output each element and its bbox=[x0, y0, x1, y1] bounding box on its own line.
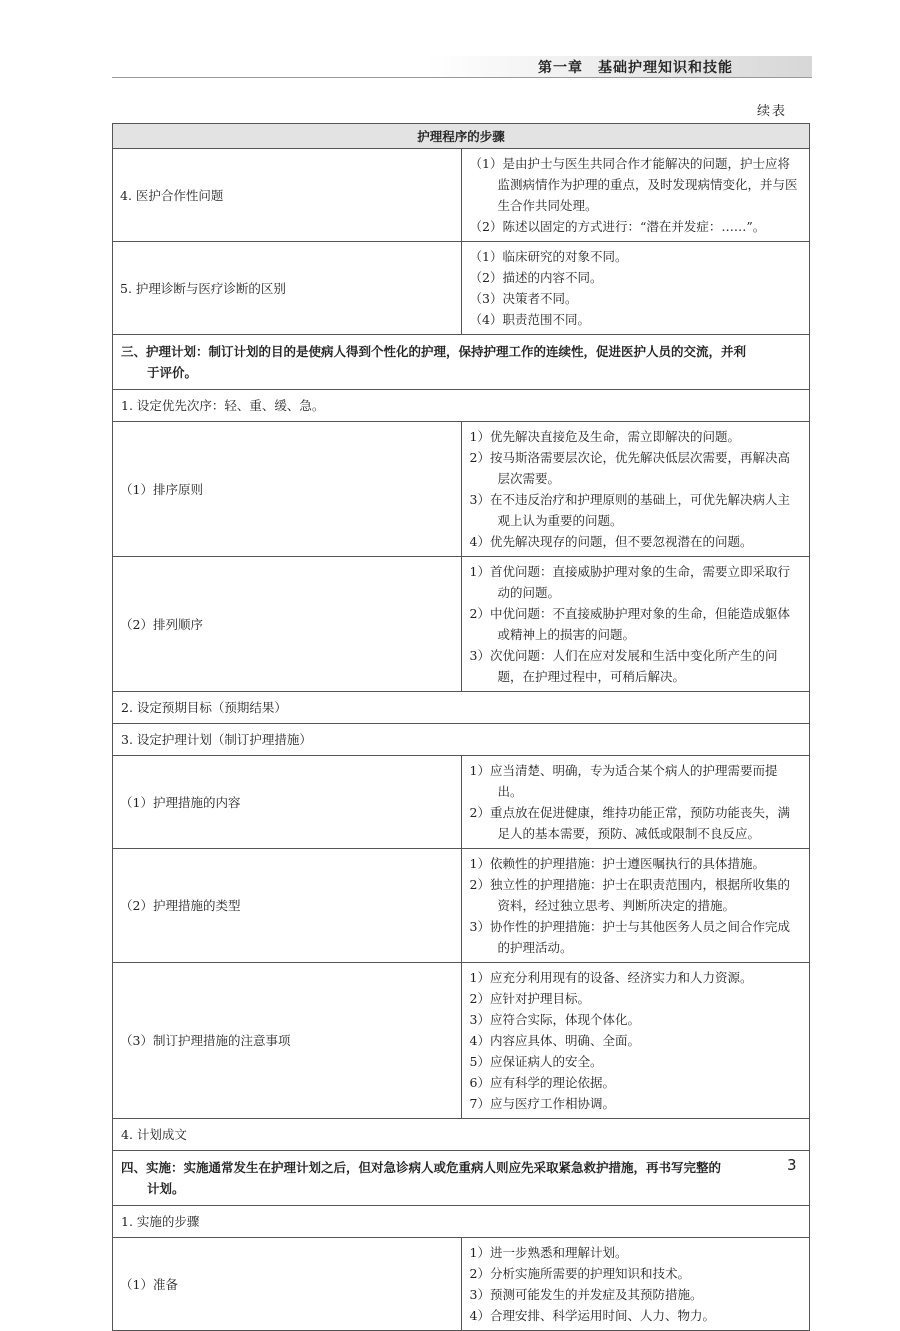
list-item: 1）首优问题：直接威胁护理对象的生命，需要立即采取行动的问题。 bbox=[469, 564, 790, 600]
row-label: （1）护理措施的内容 bbox=[113, 756, 462, 849]
subheading: 4. 计划成文 bbox=[113, 1119, 810, 1151]
row-label: （1）排序原则 bbox=[113, 422, 462, 557]
list-item: 2）按马斯洛需要层次论，优先解决低层次需要，再解决高层次需要。 bbox=[469, 450, 790, 486]
continued-label: 续表 bbox=[757, 104, 788, 119]
row-content bbox=[461, 557, 810, 692]
list-item: 3）预测可能发生的并发症及其预防措施。 bbox=[469, 1287, 703, 1302]
table-row bbox=[113, 692, 810, 724]
row-label: （2）排列顺序 bbox=[113, 557, 462, 692]
page-number: 3 bbox=[787, 1156, 797, 1174]
section-heading bbox=[113, 1151, 810, 1206]
row-content bbox=[461, 422, 810, 557]
list-item: （1）临床研究的对象不同。 bbox=[469, 249, 628, 264]
table-row bbox=[113, 1238, 810, 1331]
table-row bbox=[113, 422, 810, 557]
list-item: 2）独立性的护理措施：护士在职责范围内，根据所收集的资料，经过独立思考、判断所决定的措施。 bbox=[469, 877, 790, 913]
table-row bbox=[113, 849, 810, 963]
table-row bbox=[113, 149, 810, 242]
list-item: 7）应与医疗工作相协调。 bbox=[469, 1096, 615, 1111]
table-row bbox=[113, 724, 810, 756]
list-item: 3）协作性的护理措施：护士与其他医务人员之间合作完成的护理活动。 bbox=[469, 919, 790, 955]
row-content bbox=[461, 963, 810, 1119]
list-item: （2）陈述以固定的方式进行：“潜在并发症：……”。 bbox=[469, 219, 766, 234]
row-content bbox=[461, 149, 810, 242]
row-label: （2）护理措施的类型 bbox=[113, 849, 462, 963]
header-rule bbox=[112, 77, 812, 78]
table-row bbox=[113, 390, 810, 422]
list-item: 3）次优问题：人们在应对发展和生活中变化所产生的问题，在护理过程中，可稍后解决。 bbox=[469, 648, 778, 684]
subheading: 2. 设定预期目标（预期结果） bbox=[113, 692, 810, 724]
subheading: 3. 设定护理计划（制订护理措施） bbox=[113, 724, 810, 756]
list-item: 1）优先解决直接危及生命，需立即解决的问题。 bbox=[469, 429, 740, 444]
list-item: （3）决策者不同。 bbox=[469, 291, 578, 306]
table-row bbox=[113, 1119, 810, 1151]
table-row bbox=[113, 242, 810, 335]
table-row bbox=[113, 963, 810, 1119]
row-label: 4. 医护合作性问题 bbox=[113, 149, 462, 242]
list-item: 2）应针对护理目标。 bbox=[469, 991, 590, 1006]
list-item: 1）应当清楚、明确，专为适合某个病人的护理需要而提出。 bbox=[469, 763, 778, 799]
section-row bbox=[113, 335, 810, 390]
list-item: 5）应保证病人的安全。 bbox=[469, 1054, 603, 1069]
list-item: 1）应充分利用现有的设备、经济实力和人力资源。 bbox=[469, 970, 753, 985]
section-heading-line: 三、护理计划：制订计划的目的是使病人得到个性化的护理，保持护理工作的连续性，促进医护人员的交流，并利 bbox=[121, 344, 747, 359]
section-heading-line: 计划。 bbox=[147, 1181, 185, 1196]
subheading: 1. 设定优先次序：轻、重、缓、急。 bbox=[113, 390, 810, 422]
section-heading bbox=[113, 335, 810, 390]
list-item: 2）分析实施所需要的护理知识和技术。 bbox=[469, 1266, 690, 1281]
list-item: 1）进一步熟悉和理解计划。 bbox=[469, 1245, 628, 1260]
row-content bbox=[461, 1238, 810, 1331]
list-item: 2）中优问题：不直接威胁护理对象的生命，但能造成躯体或精神上的损害的问题。 bbox=[469, 606, 790, 642]
nursing-process-table bbox=[112, 123, 810, 1331]
table-row bbox=[113, 1206, 810, 1238]
row-label: 5. 护理诊断与医疗诊断的区别 bbox=[113, 242, 462, 335]
list-item: 3）在不违反治疗和护理原则的基础上，可优先解决病人主观上认为重要的问题。 bbox=[469, 492, 790, 528]
row-content bbox=[461, 242, 810, 335]
list-item: （2）描述的内容不同。 bbox=[469, 270, 603, 285]
list-item: 1）依赖性的护理措施：护士遵医嘱执行的具体措施。 bbox=[469, 856, 765, 871]
table-caption-row bbox=[113, 124, 810, 149]
section-heading-line: 四、实施：实施通常发生在护理计划之后，但对急诊病人或危重病人则应先采取紧急救护措施，再书写完整的 bbox=[121, 1160, 722, 1175]
list-item: 2）重点放在促进健康，维持功能正常，预防功能丧失，满足人的基本需要，预防、减低或限制不良反应。 bbox=[469, 805, 790, 841]
row-content bbox=[461, 849, 810, 963]
table-row bbox=[113, 557, 810, 692]
list-item: 3）应符合实际，体现个体化。 bbox=[469, 1012, 640, 1027]
row-label: （1）准备 bbox=[113, 1238, 462, 1331]
list-item: 4）内容应具体、明确、全面。 bbox=[469, 1033, 640, 1048]
table-caption: 护理程序的步骤 bbox=[113, 124, 810, 149]
list-item: （1）是由护士与医生共同合作才能解决的问题，护士应将监测病情作为护理的重点，及时发现病情变化，并与医生合作共同处理。 bbox=[469, 156, 798, 213]
section-heading-line: 于评价。 bbox=[147, 365, 198, 380]
list-item: 4）优先解决现存的问题，但不要忽视潜在的问题。 bbox=[469, 534, 753, 549]
list-item: 4）合理安排、科学运用时间、人力、物力。 bbox=[469, 1308, 715, 1323]
subheading: 1. 实施的步骤 bbox=[113, 1206, 810, 1238]
list-item: 6）应有科学的理论依据。 bbox=[469, 1075, 615, 1090]
section-row bbox=[113, 1151, 810, 1206]
chapter-title: 第一章 基础护理知识和技能 bbox=[538, 60, 733, 76]
table-row bbox=[113, 756, 810, 849]
row-label: （3）制订护理措施的注意事项 bbox=[113, 963, 462, 1119]
list-item: （4）职责范围不同。 bbox=[469, 312, 590, 327]
row-content bbox=[461, 756, 810, 849]
